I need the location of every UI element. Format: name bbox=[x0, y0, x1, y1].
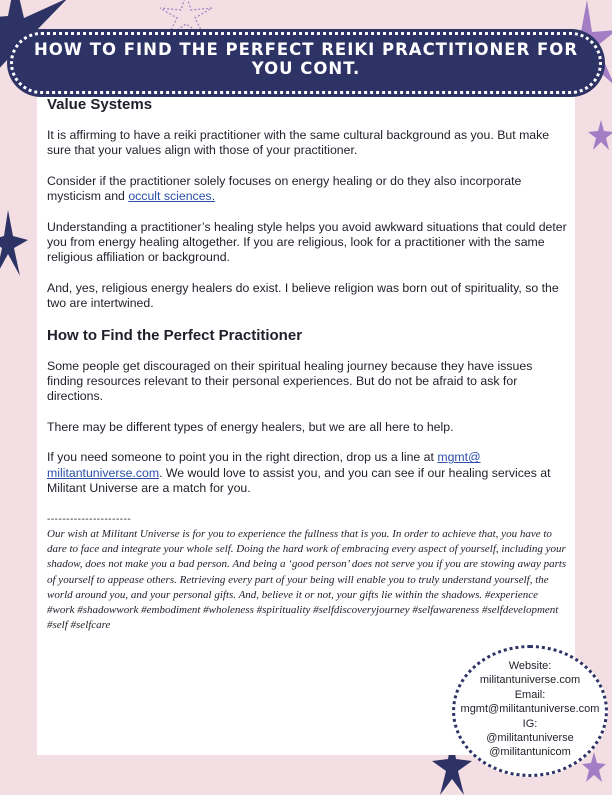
paragraph-text: . We would love to assist you, and you can see if our healing services at Militant Universe are a match for you. bbox=[47, 465, 551, 496]
paragraph-with-link bbox=[47, 174, 567, 205]
email-label: Email: bbox=[514, 688, 546, 701]
ig-handle-1: @militantuniverse bbox=[486, 732, 574, 745]
paragraph-text: If you need someone to point you in the right direction, drop us a line at bbox=[47, 450, 438, 465]
website-label: Website: bbox=[508, 660, 552, 672]
occult-sciences-link[interactable]: occult sciences. bbox=[128, 189, 216, 204]
email-value: mgmt@militantuniverse.com bbox=[460, 703, 600, 716]
ig-handle-2: @militantunicom bbox=[489, 746, 571, 759]
paragraph-text: Consider if the practitioner solely focuses on energy healing or do they also incorporate mysticism and bbox=[47, 173, 522, 204]
small-lavender-star-right-icon bbox=[588, 120, 612, 150]
section-heading-value-systems: Value Systems bbox=[47, 96, 153, 113]
article-body bbox=[47, 96, 567, 633]
paragraph-with-link bbox=[47, 450, 567, 496]
navy-star-left-icon bbox=[0, 210, 30, 276]
closing-note: Our wish at Militant Universe is for you to experience the fullness that is you. In order to achieve that, you have to dare to face and integrate your whole self. Doing the hard work of embracing every aspect of yourself, including your shadow, does not make you a bad person. And being a ‘good person’ does not serve you if you are stowing away parts of yourself to appease others. Retrieving every part of your being will enable you to truly understand yourself, the world around you, and your personal gifts. And, believe it or not, your gifts lie within the shadows. #experience #work #shadowwork #embodiment #wholeness #spirituality #selfdiscoveryjourney #selfawareness #selfdevelopment #self #selfcare bbox=[47, 527, 567, 632]
email-link[interactable]: mgmt@ militantuniverse.com bbox=[47, 450, 481, 480]
paragraph: It is affirming to have a reiki practitioner with the same cultural background as you. But make sure that your values align with those of your practitioner. bbox=[47, 128, 550, 158]
paragraph: And, yes, religious energy healers do exist. I believe religion was born out of spirituality, so the two are intertwined. bbox=[47, 280, 559, 311]
ig-label: IG: bbox=[522, 717, 538, 730]
contact-badge bbox=[452, 645, 608, 777]
section-heading-find-practitioner: How to Find the Perfect Practitioner bbox=[47, 326, 303, 344]
paragraph: Understanding a practitioner’s healing style helps you avoid awkward situations that could deter you from energy healing altogether. If you are religious, look for a practitioner with the same religious affiliation or background. bbox=[47, 219, 567, 265]
page-title: HOW TO FIND THE PERFECT REIKI PRACTITIONER FOR YOU CONT. bbox=[33, 40, 579, 78]
website-value: militantuniverse.com bbox=[479, 674, 581, 687]
divider: ---------------------- bbox=[47, 513, 132, 525]
paragraph: There may be different types of energy healers, but we are all here to help. bbox=[47, 419, 454, 434]
paragraph: Some people get discouraged on their spiritual healing journey because they have issues finding resources relevant to their personal experiences. But do not be afraid to ask for directions. bbox=[47, 358, 533, 404]
